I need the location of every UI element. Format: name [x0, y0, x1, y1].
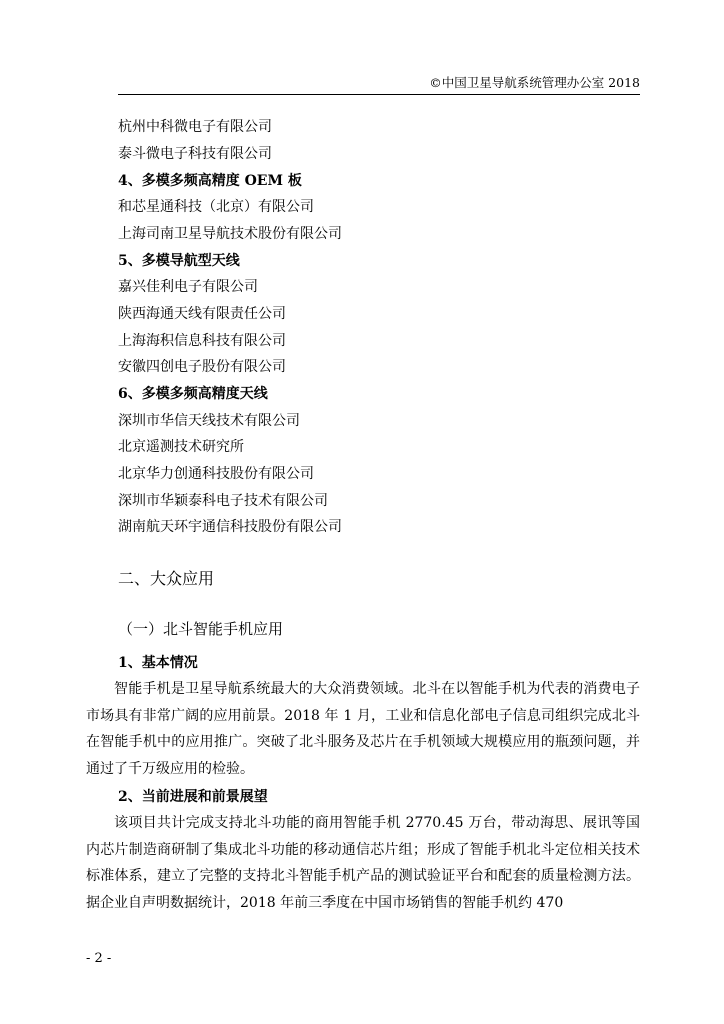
list-item: 陕西海通天线有限责任公司 — [118, 306, 286, 322]
progress-heading: 2、当前进展和前景展望 — [118, 789, 268, 805]
list-item: 北京遥测技术研究所 — [118, 439, 244, 455]
list-item: 上海司南卫星导航技术股份有限公司 — [118, 226, 342, 242]
category-heading: 4、多模多频高精度 OEM 板 — [118, 173, 302, 189]
list-item: 和芯星通科技（北京）有限公司 — [118, 199, 314, 215]
list-item: 安徽四创电子股份有限公司 — [118, 359, 286, 375]
category-heading: 6、多模多频高精度天线 — [118, 386, 268, 402]
category-heading: 5、多模导航型天线 — [118, 253, 240, 269]
section-title: 二、大众应用 — [118, 569, 215, 588]
list-item: 泰斗微电子科技有限公司 — [118, 146, 272, 162]
page-header: ©中国卫星导航系统管理办公室 2018 — [118, 74, 640, 95]
progress-paragraph: 该项目共计完成支持北斗功能的商用智能手机 2770.45 万台，带动海思、展讯等国内芯片制造商研制了集成北斗功能的移动通信芯片组；形成了智能手机北斗定位相关技术标准体系，建立了完整的支持北斗智能手机产品的测试验证平台和配套的质量检测方法。据企业自声明数据统计，2018 年前三季度在中国市场销售的智能手机约 470 — [86, 815, 640, 911]
list-item: 湖南航天环宇通信科技股份有限公司 — [118, 519, 342, 535]
list-item: 杭州中科微电子有限公司 — [118, 119, 272, 135]
list-item: 嘉兴佳利电子有限公司 — [118, 279, 258, 295]
list-item: 深圳市华颖泰科电子技术有限公司 — [118, 493, 328, 509]
list-item: 深圳市华信天线技术有限公司 — [118, 413, 300, 429]
list-item: 北京华力创通科技股份有限公司 — [118, 466, 314, 482]
page-number: - 2 - — [86, 951, 112, 966]
list-item: 上海海积信息科技有限公司 — [118, 333, 286, 349]
subsection-title: （一）北斗智能手机应用 — [118, 620, 284, 638]
basic-heading: 1、基本情况 — [118, 655, 198, 671]
basic-paragraph: 智能手机是卫星导航系统最大的大众消费领域。北斗在以智能手机为代表的消费电子市场具有非常广阔的应用前景。2018 年 1 月，工业和信息化部电子信息司组织完成北斗在智能手机中的应用推广。突破了北斗服务及芯片在手机领域大规模应用的瓶颈问题，并通过了千万级应用的检验。 — [86, 681, 640, 777]
